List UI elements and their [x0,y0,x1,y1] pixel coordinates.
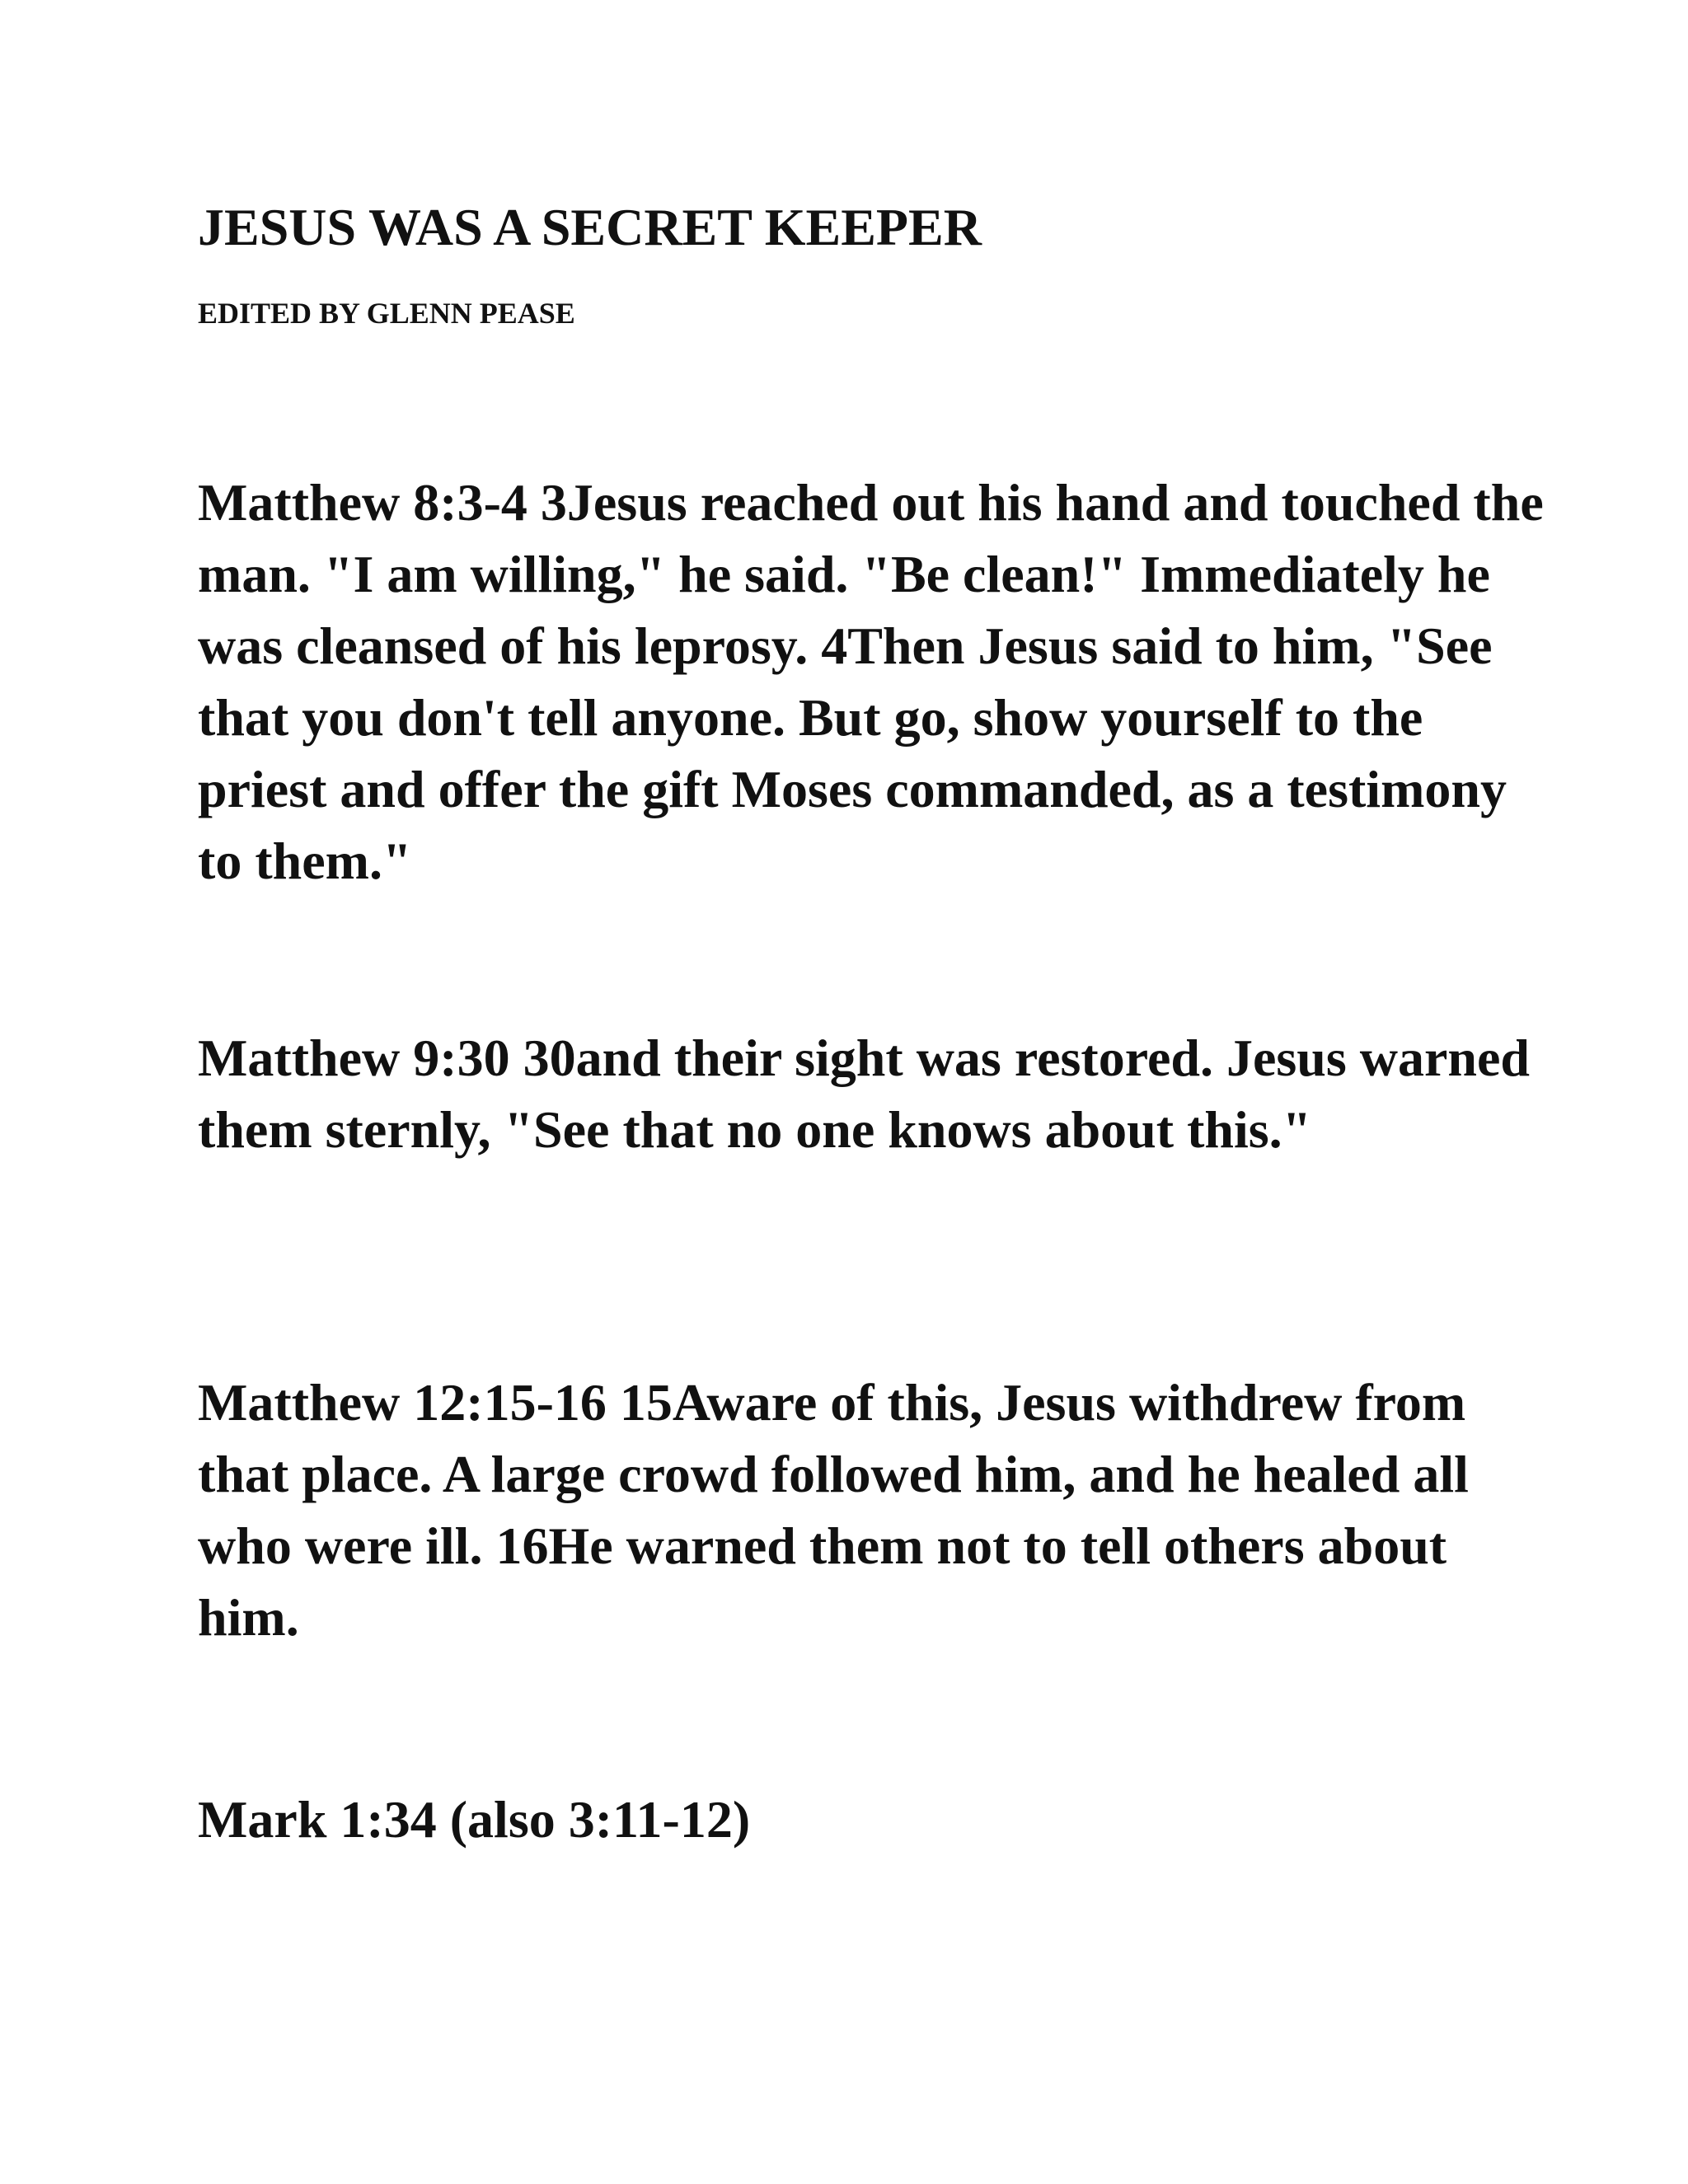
scripture-paragraph-mark-1: Mark 1:34 (also 3:11-12) [198,1790,751,1849]
scripture-paragraph-matthew-8: Matthew 8:3-4 3Jesus reached out his hand and touched the man. "I am willing," he said. "Be clean!" Immediately he was cleansed of his leprosy. 4Then Jesus said to him, "See that you don't tell anyone. But go, show yourself to the priest and offer the gift Moses commanded, as a testimony to them." [198,473,1544,890]
scripture-paragraph-matthew-9: Matthew 9:30 30and their sight was restored. Jesus warned them sternly, "See that no one knows about this." [198,1029,1530,1159]
scripture-paragraph-matthew-12: Matthew 12:15-16 15Aware of this, Jesus withdrew from that place. A large crowd followed him, and he healed all who were ill. 16He warned them not to tell others about him. [198,1373,1469,1647]
editor-byline: EDITED BY GLENN PEASE [198,297,575,330]
document-title: JESUS WAS A SECRET KEEPER [198,198,982,256]
